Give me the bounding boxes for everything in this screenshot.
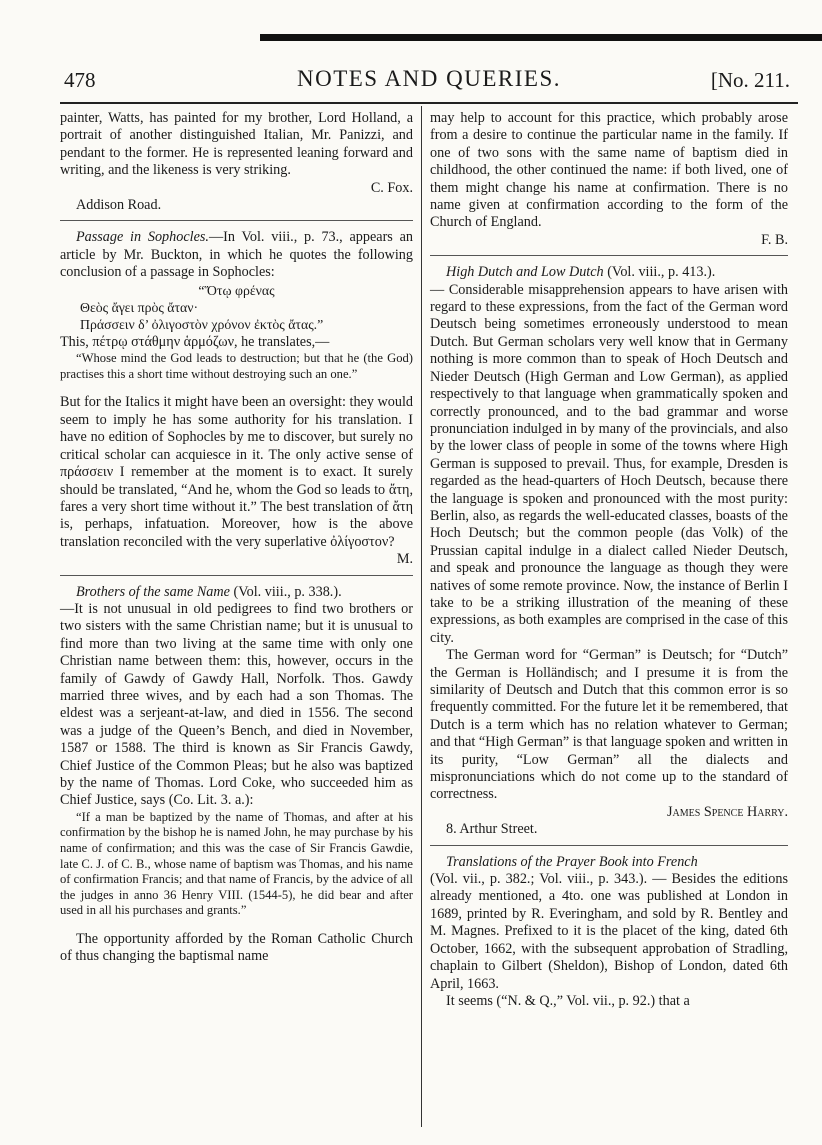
journal-title: NOTES AND QUERIES. bbox=[296, 66, 562, 91]
section-rule bbox=[430, 255, 788, 256]
section-title-dutch: High Dutch and Low Dutch bbox=[446, 264, 604, 281]
section-rule bbox=[60, 220, 413, 221]
greek-line-3: Πράσσειν δ’ ὀλιγοστὸν χρόνον ἐκτὸς ἄτας.” bbox=[80, 317, 324, 333]
scan-top-edge bbox=[0, 0, 822, 40]
address-addison: Addison Road. bbox=[76, 197, 162, 214]
paragraph-opportunity: The opportunity afforded by the Roman Catholic Church of thus changing the baptismal name bbox=[60, 930, 413, 965]
section-rule bbox=[60, 575, 413, 576]
section-ref-dutch: (Vol. viii., p. 413.). bbox=[607, 264, 716, 281]
paragraph-gawdy: —It is not unusual in old pedigrees to find two brothers or two sisters with the same Christian name; but it is unusual to find more than two living at the same time with only one Christian name between them: this, however, occurs in the family of Gawdy of Gawdy Hall, Norfolk. Thos. Gawdy married three wives, and by each had a son Thomas. The eldest was a serjeant-at-law, and died in 1556. The second was a judge of the Queen’s Bench, and died in November, 1587 or 1588. The third is known as Sir Francis Gawdy, Chief Justice of the Common Pleas; but he also was baptized by the name of Thomas. Lord Coke, who succeeded him as Chief Justice, says (Co. Lit. 3. a.): bbox=[60, 600, 413, 809]
section-rule bbox=[430, 845, 788, 846]
paragraph-watts: painter, Watts, has painted for my brother, Lord Holland, a portrait of another distinguished Italian, Mr. Panizzi, and pendant to the former. He is represented leaning forward and writing, and the likeness is very striking. bbox=[60, 110, 413, 179]
issue-number: [No. 211. bbox=[710, 68, 790, 92]
scan-border bbox=[260, 34, 822, 41]
signature-m: M. bbox=[396, 551, 413, 568]
right-column bbox=[430, 110, 788, 1010]
quote-translation: “Whose mind the God leads to destruction; but that he (the God) practises this a short time without destroying such an one.” bbox=[60, 351, 413, 381]
address-arthur: 8. Arthur Street. bbox=[446, 821, 538, 838]
paragraph-practice: may help to account for this practice, which probably arose from a desire to continue the particular name in the family. If one of two sons with the same name of baptism died in childhood, the other continued the name: if both lived, one of them might change his name at confirmation. There is no name given at confirmation according to the form of the Church of England. bbox=[430, 110, 788, 231]
greek-line-1: “Ὅτῳ φρένας bbox=[198, 282, 275, 298]
quote-coke: “If a man be baptized by the name of Thomas, and after at his confirmation by the bishop he is named John, he may purchase by his name of confirmation; and this was the case of Sir Francis Gawdie, late C. J. of C. B., whose name of baptism was Thomas, and his name of confirmation Francis; and that name of Francis, by the advice of all the judges in anno 36 Henry VIII. (1544-5), he did bear and after used in all his purchases and grants.” bbox=[60, 809, 413, 918]
page-number: 478 bbox=[64, 68, 96, 92]
section-title-sophocles: Passage in Sophocles. bbox=[76, 229, 209, 246]
signature-fox: C. Fox. bbox=[370, 179, 413, 196]
left-column bbox=[60, 110, 413, 966]
section-title-brothers: Brothers of the same Name bbox=[76, 583, 230, 600]
section-text-sophocles: —In Vol. viii., p. 73., appears an article by Mr. Buckton, in which he quotes the following conclusion of a passage in Sophocles: bbox=[60, 229, 413, 281]
section-title-prayer-book: Translations of the Prayer Book into French bbox=[446, 853, 698, 870]
column-divider bbox=[421, 106, 422, 1127]
page-header bbox=[60, 62, 798, 104]
greek-this: This, πέτρῳ στάθμην ἁρμόζων, he translates,— bbox=[60, 333, 330, 350]
paragraph-prayer-book: (Vol. vii., p. 382.; Vol. viii., p. 343.). — Besides the editions already mentioned, a 4to. one was published at London in 1689, printed by R. Everingham, and sold by R. Bentley and M. Magnes. Prefixed to it is the placet of the king, dated 6th October, 1662, with the subsequent approbation of Stradling, chaplain to Gilbert (Sheldon), Bishop of London, dated 6th April, 1663. bbox=[430, 871, 788, 992]
paragraph-italics: But for the Italics it might have been an oversight: they would seem to imply he has some authority for his translation. I have no edition of Sophocles by me to discover, but surely no critical scholar can acquiesce in it. The only active sense of πράσσειν I remember at the moment is to exact. It surely should be translated, “And he, whom the God so leads to ἄτη, fares a very short time without it.” The best translation of ἄτη is, perhaps, infatuation. Moreover, how is the above translation reconciled with the very superlative ὀλίγοστον? bbox=[60, 394, 413, 550]
signature-harry: James Spence Harry. bbox=[667, 803, 788, 820]
paragraph-german-word: The German word for “German” is Deutsch; for “Dutch” the German is Holländisch; and I presume it is from the similarity of Deutsch and Dutch that this common error is so frequently committed. For the future let it be remembered, that Dutch is a term which has no relation whatever to German; and that “High German” is that language spoken and written in its purity, “Low German” all the dialects and mispronunciations which do not come up to the standard of correctness. bbox=[430, 647, 788, 803]
signature-fb: F. B. bbox=[761, 231, 788, 248]
paragraph-it-seems: It seems (“N. & Q.,” Vol. vii., p. 92.) that a bbox=[446, 992, 690, 1009]
paragraph-dutch: — Considerable misapprehension appears to have arisen with regard to these expressions, from the fact of the German word Deutsch being sometimes erroneously understood to mean Dutch. But German scholars very well know that in Germany nothing is more common than to speak of Hoch Deutsch and Nieder Deutsch (High German and Low German), as applied respectively to that language when grammatically spoken and correctly pronounced, and to the bad grammar and worse pronunciation indulged in by many of the provincials, and also by the lower class of people in some of the towns where High German is supposed to prevail. Thus, for example, Dresden is regarded as the head-quarters of Hoch Deutsch, because there the language is spoken and pronounced with the most purity: Berlin, also, as regards the well-educated classes, boasts of the Hoch Deutsch; but the common people (das Volk) of the Prussian capital indulge in a dialect called Nieder Deutsch, and speak and pronounce the language as though they were natives of some remote province. Now, the instance of Berlin I take to be a striking illustration of the meaning of these expressions, as both examples are comprised in the case of this city. bbox=[430, 281, 788, 646]
greek-line-2: Θεὸς ἄγει πρὸς ἄταν· bbox=[80, 300, 199, 316]
section-ref-brothers: (Vol. viii., p. 338.). bbox=[233, 583, 342, 600]
